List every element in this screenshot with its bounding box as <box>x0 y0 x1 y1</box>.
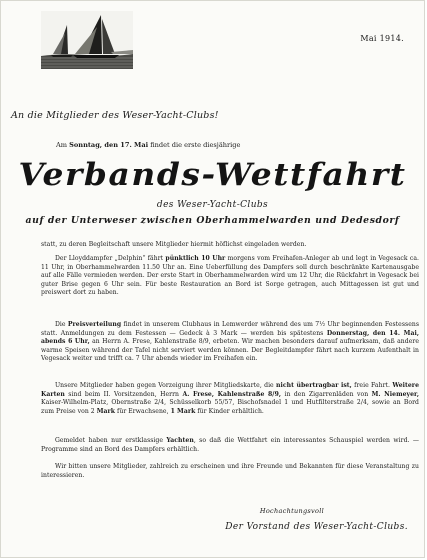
bold-text: Weitere Karten <box>41 382 419 398</box>
bold-text: Preisverteilung <box>67 321 122 328</box>
bold-text: M. Niemeyer, <box>371 390 419 398</box>
text-run: sind beim II. Vorsitzenden, Herrn <box>64 390 183 398</box>
bold-text: Mark <box>96 407 116 415</box>
sailing-yachts-vignette <box>41 11 133 69</box>
text-run: Wir bitten unsere Mitglieder, zahlreich zu erscheinen und ihre Freunde und Bekannten für diese Veranstaltung zu interessieren. <box>41 463 419 479</box>
text-run: Der Lloyddampfer „Delphin“ fährt <box>55 255 166 262</box>
bold-text: pünktlich 10 Uhr <box>165 255 226 262</box>
event-route: auf der Unterweser zwischen Oberhammelwarden und Dedesdorf <box>25 215 400 226</box>
event-title: Verbands-Wettfahrt <box>18 157 407 193</box>
text-run: , so daß die Wettfahrt ein interessantes Schauspiel werden wird. — Programme sind an Bord des Dampfers erhältlich. <box>41 437 419 453</box>
letter-date: Mai 1914. <box>360 34 404 43</box>
signature: Der Vorstand des Weser-Yacht-Clubs. <box>225 522 408 532</box>
text-run: für Erwachsene, <box>115 407 171 415</box>
salutation: An die Mitglieder des Weser-Yacht-Clubs! <box>11 110 219 121</box>
text-run: statt, zu deren Begleitschaft unsere Mitglieder hiermit höflichst eingeladen werden. <box>41 241 307 248</box>
paragraph-p4 <box>41 382 419 416</box>
text-run: Gemeldet haben nur erstklassige <box>55 437 167 444</box>
paragraph-p2 <box>41 255 419 298</box>
text-run: Die <box>55 321 68 328</box>
text-run: für Kinder erhältlich. <box>195 407 264 415</box>
bold-text: Yachten <box>166 437 194 444</box>
event-subtitle: des Weser-Yacht-Clubs <box>156 200 269 210</box>
bold-text: 1 Mark <box>170 407 196 415</box>
bold-text: Donnerstag, den 14. Mai, abends 6 Uhr, <box>41 329 419 346</box>
text-run: morgens vom Freihafen-Anleger ab und legt in Vegesack ca. 11 Uhr, in Oberhammelwarden 11.50 Uhr an. Eine Ueberfüllung des Dampfers soll durch beschränkte Kartenausgabe auf alle Fälle vermieden werden. Der erste Start in Oberhammelwarden wird um 12 Uhr, die Rückfahrt in Vegesack bei guter Brise gegen 6 Uhr sein. Für beste Restauration an Bord ist Sorge getragen, auch Mittagessen ist gut und preiswert dort zu haben. <box>41 255 420 297</box>
text-run: Kaiser-Wilhelm-Platz, Obernstraße 2/4, Schüsselkorb 55/57, Bischofsnadel 1 und Hutfilterstraße 2/4, sowie an Bord zum Preise von 2 <box>41 399 419 415</box>
bold-text: A. Frese, Kahlenstraße 8/9, <box>182 390 282 398</box>
intro-lead: Am <box>56 141 68 149</box>
paragraph-p6 <box>41 463 419 480</box>
intro-line <box>56 141 240 149</box>
text-run: freie Fahrt. <box>351 382 393 389</box>
paragraph-p1 <box>41 241 419 250</box>
closing-greeting: Hochachtungsvoll <box>259 507 324 515</box>
text-run: in den Zigarrenläden von <box>281 390 372 398</box>
bold-text: nicht übertragbar ist, <box>276 382 352 389</box>
paragraph-p5 <box>41 437 419 454</box>
intro-rest: findet die erste diesjährige <box>150 141 241 149</box>
text-run: an Herrn A. Frese, Kahlenstraße 8/9, erbeten. Wir machen besonders darauf aufmerksam, daß andere warme Speisen während der Tafel nicht serviert werden können. Der Begleitdampfer fährt nach kurzem Aufenthalt in Vegesack weiter und trifft ca. 7 Uhr abends wieder im Freihafen ein. <box>41 338 419 363</box>
text-run: findet in unserem Clubhaus in Lemwerder während des um 7½ Uhr beginnenden Festessens statt. Anmeldungen zu dem Festessen — Gedeck à 3 Mark — werden bis spätestens <box>41 321 420 337</box>
intro-date: Sonntag, den 17. Mai <box>69 141 149 149</box>
paragraph-p3 <box>41 321 419 364</box>
text-run: Unsere Mitglieder haben gegen Vorzeigung ihrer Mitgliedskarte, die <box>55 382 277 389</box>
